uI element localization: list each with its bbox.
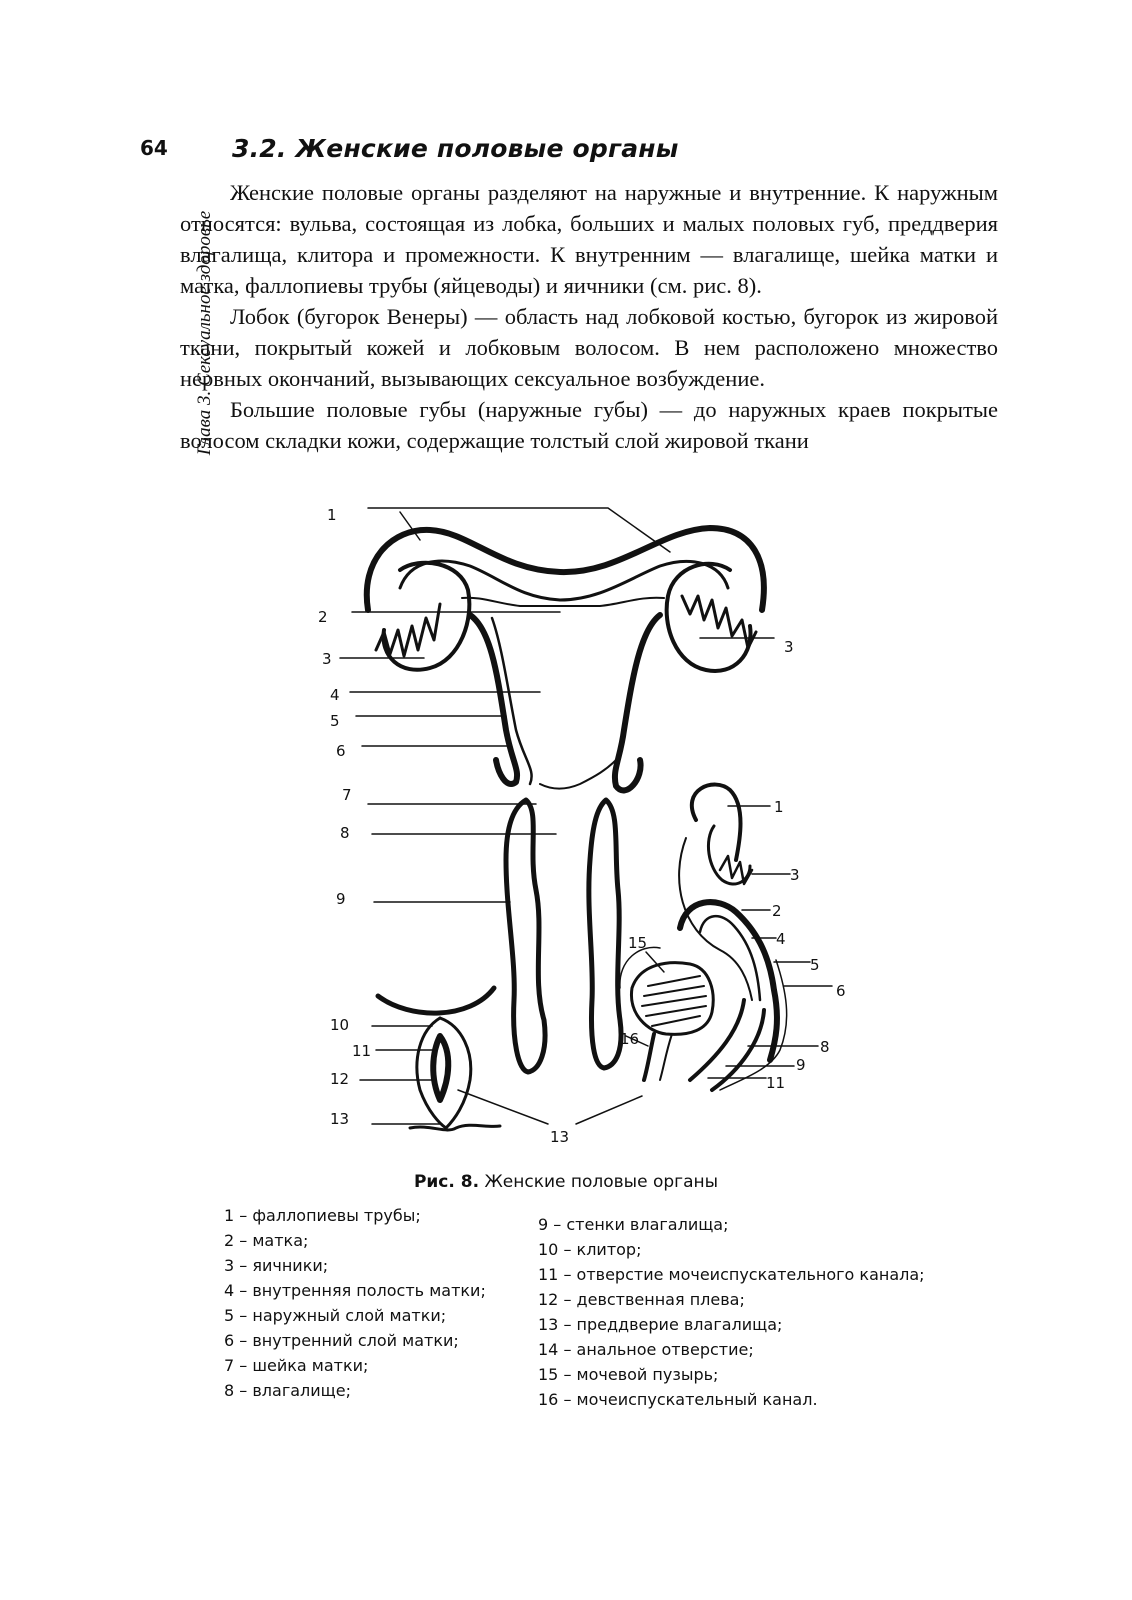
label-side-16: 16 bbox=[620, 1030, 640, 1048]
legend-item: 3 – яичники; bbox=[224, 1256, 329, 1275]
leader-1-front bbox=[368, 508, 670, 552]
legend-item: 7 – шейка матки; bbox=[224, 1356, 369, 1375]
label-side-11: 11 bbox=[766, 1074, 786, 1092]
side-rear bbox=[720, 960, 787, 1090]
label-side-15: 15 bbox=[628, 934, 648, 952]
legend-item: 11 – отверстие мочеиспускательного канала; bbox=[538, 1265, 925, 1284]
label-front-8: 8 bbox=[340, 824, 350, 842]
vagina-left-wall bbox=[506, 800, 545, 1072]
urethra-2 bbox=[660, 1034, 672, 1080]
paragraph-1: Женские половые органы разделяют на наружные и внутренние. К наружным относятся: вульва, состоящая из лобка, больших и малых половых губ, преддверия влагалища, клитора и промежности. К внутренним — влагалище, шейка матки и матка, фаллопиевы трубы (яйцеводы) и яичники (см. рис. 8). bbox=[180, 180, 998, 298]
side-ovary bbox=[708, 826, 750, 884]
ovary-left bbox=[383, 563, 469, 670]
leader-13-bottom bbox=[458, 1090, 642, 1124]
legend-item: 4 – внутренняя полость матки; bbox=[224, 1281, 486, 1300]
label-vulva-13: 13 bbox=[330, 1110, 350, 1128]
paragraph-2: Лобок (бугорок Венеры) — область над лобковой костью, бугорок из жировой ткани, покрытый кожей и лобковым волосом. В нем расположено множество нервных окончаний, вызывающих сексуальное возбуждение. bbox=[180, 304, 998, 391]
legend-item: 1 – фаллопиевы трубы; bbox=[224, 1206, 421, 1225]
legend-item: 16 – мочеиспускательный канал. bbox=[538, 1390, 818, 1409]
side-outer-contour bbox=[620, 947, 660, 988]
vulva-base bbox=[410, 1125, 500, 1130]
uterine-cavity bbox=[462, 598, 664, 606]
legend-item: 15 – мочевой пузырь; bbox=[538, 1365, 719, 1384]
legend-item: 10 – клитор; bbox=[538, 1240, 642, 1259]
label-front-7: 7 bbox=[342, 786, 352, 804]
legend-item: 8 – влагалище; bbox=[224, 1381, 351, 1400]
paragraph-3: Большие половые губы (наружные губы) — до наружных краев покрытые волосом складки кожи, содержащие толстый слой жировой ткани bbox=[180, 397, 998, 453]
vagina-right-wall bbox=[589, 800, 621, 1068]
label-vulva-12: 12 bbox=[330, 1070, 350, 1088]
bladder bbox=[631, 963, 713, 1035]
vulva-inner bbox=[433, 1036, 448, 1100]
fimbria-right bbox=[682, 596, 756, 648]
legend-item: 9 – стенки влагалища; bbox=[538, 1215, 729, 1234]
legend-item: 13 – преддверие влагалища; bbox=[538, 1315, 783, 1334]
body-text bbox=[180, 177, 998, 456]
cervix bbox=[540, 760, 616, 789]
vulva-outer bbox=[417, 1018, 471, 1128]
label-vulva-10: 10 bbox=[330, 1016, 350, 1034]
uterus-right-wall bbox=[615, 615, 660, 790]
legend-right bbox=[538, 1212, 925, 1412]
label-side-1: 1 bbox=[774, 798, 784, 816]
caption-text: Женские половые органы bbox=[479, 1172, 719, 1192]
leader-16 bbox=[626, 1036, 648, 1046]
label-side-4: 4 bbox=[776, 930, 786, 948]
section-title: 3.2. Женские половые органы bbox=[232, 134, 679, 163]
side-vaginal-wall-2 bbox=[712, 1010, 764, 1090]
side-back-wall bbox=[679, 838, 752, 1000]
label-side-8: 8 bbox=[820, 1038, 830, 1056]
label-side-3: 3 bbox=[790, 866, 800, 884]
label-front-2: 2 bbox=[318, 608, 328, 626]
label-front-1: 1 bbox=[327, 506, 337, 524]
uterus-inner-contour bbox=[400, 561, 728, 600]
uterus-outer-contour bbox=[367, 528, 764, 610]
side-tube bbox=[692, 785, 741, 860]
legend-item: 12 – девственная плева; bbox=[538, 1290, 745, 1309]
page-number: 64 bbox=[140, 136, 168, 160]
vulva-outline-top bbox=[378, 988, 494, 1013]
side-uterus-outer bbox=[680, 902, 777, 1060]
label-front-5: 5 bbox=[330, 712, 340, 730]
urethra bbox=[644, 1034, 654, 1080]
caption-number: Рис. 8. bbox=[413, 1172, 480, 1192]
side-fimbria bbox=[720, 856, 752, 884]
legend-item: 2 – матка; bbox=[224, 1231, 309, 1250]
legend-left bbox=[224, 1203, 486, 1403]
bladder-fill bbox=[642, 976, 706, 1026]
label-front-4: 4 bbox=[330, 686, 340, 704]
fimbria-left bbox=[376, 604, 440, 656]
label-side-2: 2 bbox=[772, 902, 782, 920]
side-vaginal-wall bbox=[690, 1000, 744, 1080]
leader-15 bbox=[646, 952, 664, 972]
label-bottom-13: 13 bbox=[550, 1128, 570, 1146]
label-side-5: 5 bbox=[810, 956, 820, 974]
label-front-9: 9 bbox=[336, 890, 346, 908]
figure-caption bbox=[0, 1172, 1132, 1192]
running-head: Глава 3. Сексуальное здоровье bbox=[194, 210, 215, 456]
legend-item: 5 – наружный слой матки; bbox=[224, 1306, 447, 1325]
ovary-right bbox=[667, 564, 751, 671]
side-uterus-inner bbox=[700, 916, 760, 1000]
label-side-6: 6 bbox=[836, 982, 846, 1000]
legend-item: 6 – внутренний слой матки; bbox=[224, 1331, 459, 1350]
label-front-3: 3 bbox=[322, 650, 332, 668]
legend-item: 14 – анальное отверстие; bbox=[538, 1340, 754, 1359]
label-vulva-11: 11 bbox=[352, 1042, 372, 1060]
label-front-3-right: 3 bbox=[784, 638, 794, 656]
uterus-left-wall bbox=[470, 615, 517, 784]
uterus-left-inner bbox=[492, 618, 532, 784]
label-side-9: 9 bbox=[796, 1056, 806, 1074]
label-front-6: 6 bbox=[336, 742, 346, 760]
